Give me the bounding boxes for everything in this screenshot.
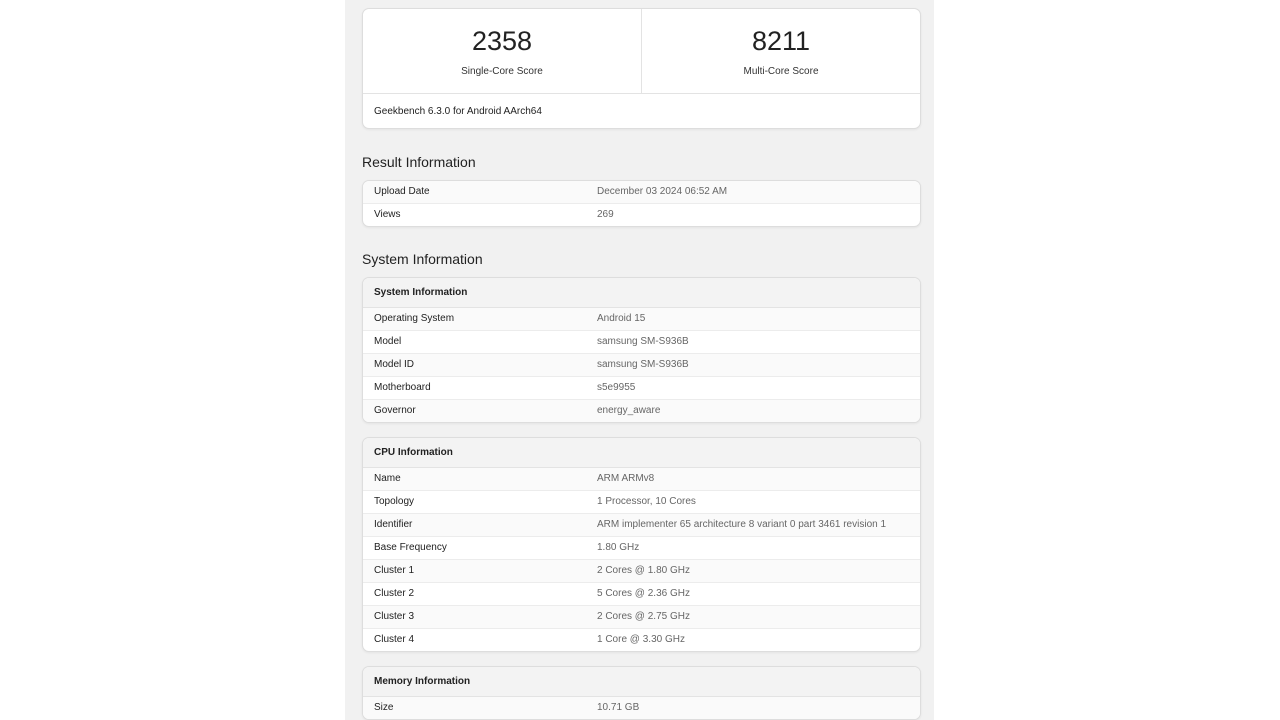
row-value: 10.71 GB — [597, 702, 640, 713]
table-header: System Information — [363, 278, 920, 308]
table-row — [363, 582, 920, 605]
multi-core-label: Multi-Core Score — [743, 66, 819, 77]
table-row — [363, 513, 920, 536]
table-header: CPU Information — [363, 438, 920, 468]
result-information-table — [362, 180, 921, 227]
row-name: Cluster 2 — [374, 588, 415, 599]
memory-information-table — [362, 666, 921, 720]
table-row — [363, 399, 920, 422]
multi-core-cell — [641, 9, 920, 93]
table-row — [363, 605, 920, 628]
row-value: 2 Cores @ 2.75 GHz — [597, 611, 690, 622]
row-name: Identifier — [374, 519, 413, 530]
single-core-label: Single-Core Score — [461, 66, 543, 77]
row-value: 5 Cores @ 2.36 GHz — [597, 588, 690, 599]
row-name: Name — [374, 473, 401, 484]
benchmark-version: Geekbench 6.3.0 for Android AArch64 — [374, 106, 542, 117]
row-name: Cluster 4 — [374, 634, 415, 645]
result-information-title: Result Information — [362, 154, 476, 170]
table-row — [363, 697, 920, 719]
row-value: Android 15 — [597, 313, 646, 324]
system-information-title: System Information — [362, 251, 483, 267]
row-value: 1 Core @ 3.30 GHz — [597, 634, 685, 645]
row-name: Views — [374, 209, 401, 220]
system-information-table — [362, 277, 921, 423]
row-name: Operating System — [374, 313, 455, 324]
row-value: ARM implementer 65 architecture 8 variant 0 part 3461 revision 1 — [597, 519, 887, 530]
cpu-rows — [363, 468, 920, 651]
row-name: Upload Date — [374, 186, 430, 197]
row-value: 1 Processor, 10 Cores — [597, 496, 696, 507]
table-row — [363, 536, 920, 559]
row-name: Governor — [374, 405, 416, 416]
table-row — [363, 330, 920, 353]
single-core-cell — [363, 9, 641, 93]
table-row — [363, 181, 920, 203]
page-content — [345, 0, 934, 720]
row-value: samsung SM-S936B — [597, 336, 689, 347]
cpu-information-table — [362, 437, 921, 652]
table-row — [363, 308, 920, 330]
result-information-rows — [363, 181, 920, 226]
single-core-score: 2358 — [471, 26, 533, 56]
score-row — [363, 9, 920, 94]
row-value: 2 Cores @ 1.80 GHz — [597, 565, 690, 576]
row-name: Size — [374, 702, 394, 713]
row-value: s5e9955 — [597, 382, 636, 393]
row-value: samsung SM-S936B — [597, 359, 689, 370]
table-row — [363, 559, 920, 582]
row-name: Base Frequency — [374, 542, 447, 553]
row-name: Model ID — [374, 359, 415, 370]
row-name: Cluster 3 — [374, 611, 415, 622]
system-rows — [363, 308, 920, 422]
table-row — [363, 376, 920, 399]
multi-core-score: 8211 — [751, 26, 811, 56]
row-name: Topology — [374, 496, 415, 507]
row-value: 269 — [597, 209, 614, 220]
row-value: ARM ARMv8 — [597, 473, 655, 484]
table-row — [363, 468, 920, 490]
row-name: Cluster 1 — [374, 565, 415, 576]
row-value: energy_aware — [597, 405, 661, 416]
table-header: Memory Information — [363, 667, 920, 697]
table-row — [363, 203, 920, 226]
memory-rows — [363, 697, 920, 719]
row-value: 1.80 GHz — [597, 542, 640, 553]
table-row — [363, 353, 920, 376]
score-card — [362, 8, 921, 129]
table-row — [363, 628, 920, 651]
row-name: Motherboard — [374, 382, 431, 393]
row-value: December 03 2024 06:52 AM — [597, 186, 728, 197]
table-row — [363, 490, 920, 513]
row-name: Model — [374, 336, 402, 347]
